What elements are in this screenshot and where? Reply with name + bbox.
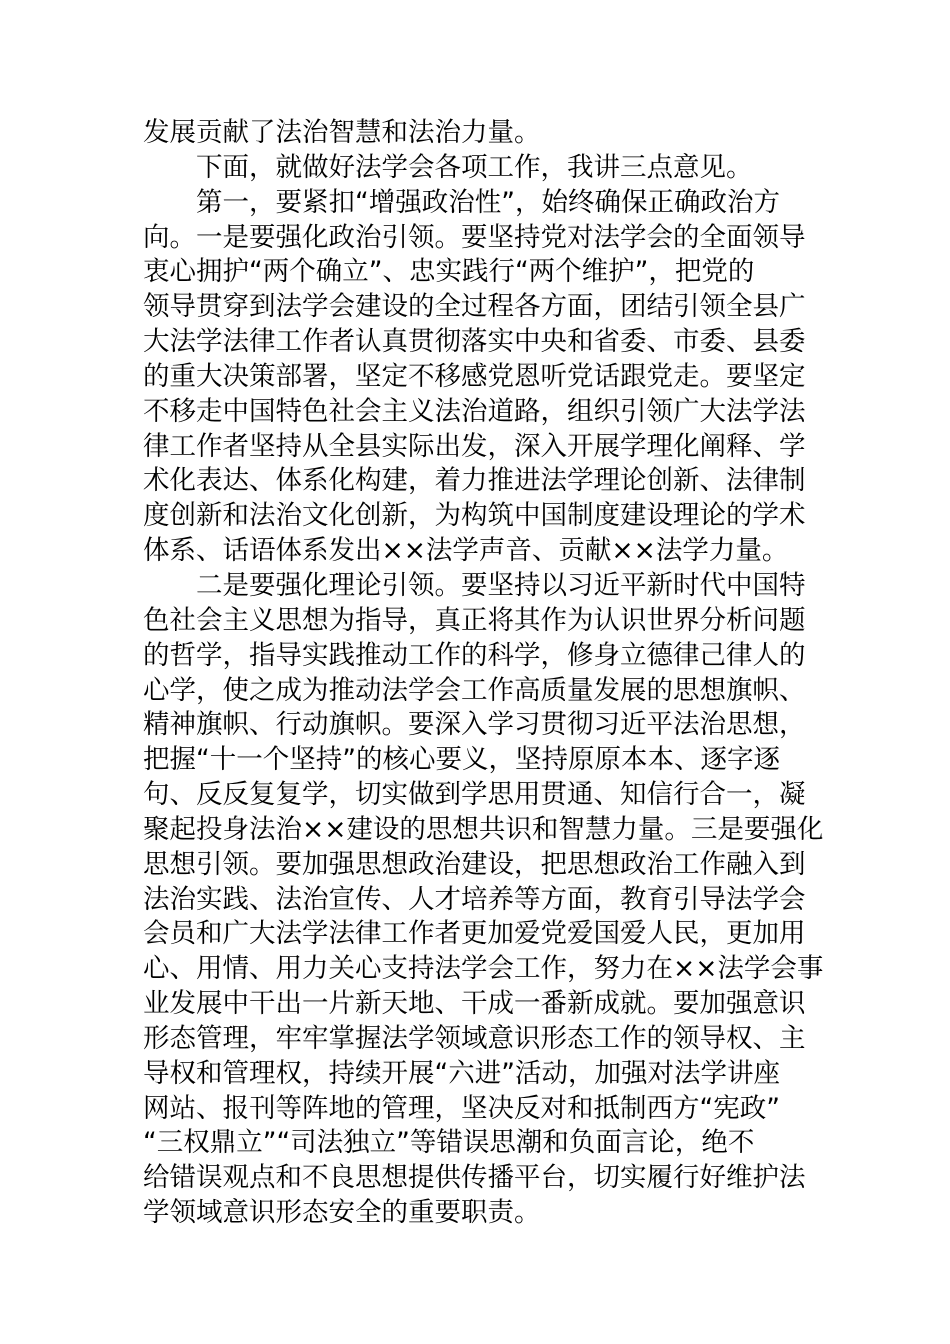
text-line: 下面，就做好法学会各项工作，我讲三点意见。	[196, 151, 753, 183]
text-line: 衷心拥护“两个确立”、忠实践行“两个维护”，把党的	[143, 256, 755, 288]
text-line: 心、用情、用力关心支持法学会工作，努力在××法学会事	[143, 953, 824, 985]
text-line: 度创新和法治文化创新，为构筑中国制度建设理论的学术	[143, 500, 806, 532]
text-line: 法治实践、法治宣传、人才培养等方面，教育引导法学会	[143, 883, 806, 915]
text-line: 领导贯穿到法学会建设的全过程各方面，团结引领全县广	[143, 291, 806, 323]
text-line: 的重大决策部署，坚定不移感党恩听党话跟党走。要坚定	[143, 360, 806, 392]
body-text	[143, 116, 824, 1231]
text-line: 律工作者坚持从全县实际出发，深入开展学理化阐释、学	[143, 430, 806, 462]
text-line: 句、反反复复学，切实做到学思用贯通、知信行合一，凝	[143, 779, 806, 811]
text-line: 学领域意识形态安全的重要职责。	[143, 1197, 541, 1229]
text-line: 把握“十一个坚持”的核心要义，坚持原原本本、逐字逐	[143, 744, 780, 776]
text-line: 大法学法律工作者认真贯彻落实中央和省委、市委、县委	[143, 326, 806, 358]
text-line: 色社会主义思想为指导，真正将其作为认识世界分析问题	[143, 604, 806, 636]
text-line: 思想引领。要加强思想政治建设，把思想政治工作融入到	[143, 848, 806, 880]
text-line: 心学，使之成为推动法学会工作高质量发展的思想旗帜、	[143, 674, 806, 706]
text-line: “三权鼎立”“司法独立”等错误思潮和负面言论，绝不	[143, 1127, 755, 1159]
text-line: 的哲学，指导实践推动工作的科学，修身立德律己律人的	[143, 639, 806, 671]
text-line: 导权和管理权，持续开展“六进”活动，加强对法学讲座	[143, 1057, 780, 1089]
text-line: 给错误观点和不良思想提供传播平台，切实履行好维护法	[143, 1162, 806, 1194]
text-line: 体系、话语体系发出××法学声音、贡献××法学力量。	[143, 535, 789, 567]
text-line: 二是要强化理论引领。要坚持以习近平新时代中国特	[196, 569, 806, 601]
text-line: 向。一是要强化政治引领。要坚持党对法学会的全面领导	[143, 221, 806, 253]
text-line: 聚起投身法治××建设的思想共识和智慧力量。三是要强化	[143, 813, 824, 845]
text-line: 网站、报刊等阵地的管理，坚决反对和抵制西方“宪政”	[143, 1092, 780, 1124]
text-line: 不移走中国特色社会主义法治道路，组织引领广大法学法	[143, 395, 806, 427]
text-line: 精神旗帜、行动旗帜。要深入学习贯彻习近平法治思想，	[143, 709, 806, 741]
text-line: 术化表达、体系化构建，着力推进法学理论创新、法律制	[143, 465, 806, 497]
text-line: 第一，要紧扣“增强政治性”，始终确保正确政治方	[196, 186, 780, 218]
text-line: 发展贡献了法治智慧和法治力量。	[143, 117, 541, 148]
text-line: 业发展中干出一片新天地、干成一番新成就。要加强意识	[143, 988, 806, 1020]
text-line: 形态管理，牢牢掌握法学领域意识形态工作的领导权、主	[143, 1022, 806, 1054]
text-line: 会员和广大法学法律工作者更加爱党爱国爱人民，更加用	[143, 918, 806, 950]
